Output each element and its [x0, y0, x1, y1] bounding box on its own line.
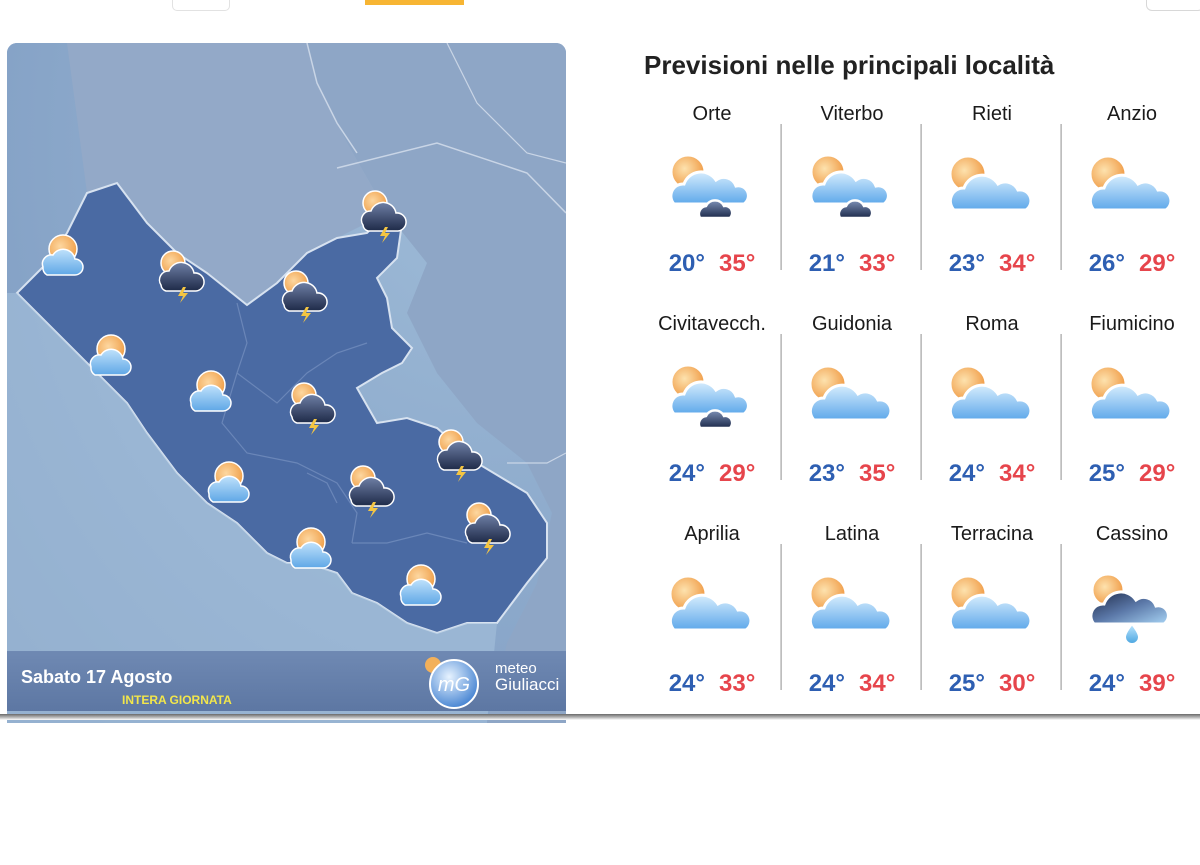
max-temperature: 29° — [719, 460, 756, 487]
city-name: Latina — [824, 523, 880, 545]
city-name: Anzio — [1106, 103, 1158, 125]
min-temperature: 26° — [1088, 250, 1125, 277]
thunderstorm-icon — [465, 503, 510, 555]
partly-cloudy-icon — [1086, 154, 1178, 224]
city-forecast-card[interactable] — [922, 516, 1062, 723]
min-temperature: 20° — [668, 250, 705, 277]
city-forecast-card[interactable] — [922, 96, 1062, 303]
top-active-tab-indicator[interactable] — [365, 0, 464, 5]
min-temperature: 23° — [808, 460, 845, 487]
thunderstorm-icon — [437, 430, 482, 482]
partly-cloudy-icon — [946, 364, 1038, 434]
temperature-range — [782, 670, 922, 698]
forecast-title: Previsioni nelle principali località — [644, 50, 1055, 80]
meteo-giuliacci-logo-icon — [421, 651, 481, 711]
partly-cloudy-icon — [42, 235, 83, 275]
min-temperature: 25° — [1088, 460, 1125, 487]
temperature-range — [642, 670, 782, 698]
max-temperature: 33° — [719, 670, 756, 697]
city-forecast-card[interactable] — [782, 516, 922, 723]
partly-cloudy-icon — [806, 364, 898, 434]
max-temperature: 29° — [1139, 460, 1176, 487]
partly-cloudy-icon — [806, 574, 898, 644]
thunderstorm-icon — [361, 191, 406, 243]
max-temperature: 34° — [859, 670, 896, 697]
top-tab-fragment-right[interactable] — [1146, 0, 1200, 11]
max-temperature: 30° — [999, 670, 1036, 697]
viewport-edge-shadow — [0, 714, 1200, 720]
city-forecast-card[interactable] — [782, 306, 922, 513]
partly-cloudy-icon — [90, 335, 131, 375]
top-tab-fragment-left[interactable] — [172, 0, 230, 11]
max-temperature: 35° — [859, 460, 896, 487]
thunderstorm-icon — [282, 271, 327, 323]
temperature-range — [922, 670, 1062, 698]
partly-cloudy-icon — [1086, 364, 1178, 434]
partly-cloudy-icon — [946, 574, 1038, 644]
city-forecast-card[interactable] — [922, 306, 1062, 513]
weather-map — [7, 43, 566, 723]
map-caption-bar — [7, 651, 566, 711]
sun-cloud-dark-cloud-icon — [666, 154, 758, 224]
map-icons-layer — [7, 43, 566, 723]
temperature-range — [922, 460, 1062, 488]
partly-cloudy-icon — [290, 528, 331, 568]
min-temperature: 24° — [668, 670, 705, 697]
forecast-date: Sabato 17 Agosto — [21, 667, 173, 687]
city-forecast-card[interactable] — [642, 516, 782, 723]
city-forecast-card[interactable] — [1062, 516, 1200, 723]
max-temperature: 35° — [719, 250, 756, 277]
brand-line-2: Giuliacci — [495, 675, 560, 694]
thunderstorm-icon — [349, 466, 394, 518]
svg-text:mG: mG — [437, 674, 471, 696]
temperature-range — [1062, 670, 1200, 698]
temperature-range — [1062, 250, 1200, 278]
max-temperature: 34° — [999, 460, 1036, 487]
partly-cloudy-icon — [946, 154, 1038, 224]
max-temperature: 34° — [999, 250, 1036, 277]
rain-cloud-icon — [1086, 574, 1178, 644]
min-temperature: 21° — [808, 250, 845, 277]
max-temperature: 33° — [859, 250, 896, 277]
city-forecast-grid — [642, 96, 1200, 718]
temperature-range — [782, 250, 922, 278]
forecast-period: INTERA GIORNATA — [122, 693, 232, 707]
city-name: Roma — [965, 313, 1019, 335]
min-temperature: 24° — [808, 670, 845, 697]
brand-name — [495, 661, 559, 693]
min-temperature: 24° — [668, 460, 705, 487]
temperature-range — [642, 250, 782, 278]
city-forecast-card[interactable] — [642, 96, 782, 303]
sun-cloud-dark-cloud-icon — [806, 154, 898, 224]
city-name: Civitavecch. — [658, 313, 766, 335]
thunderstorm-icon — [290, 383, 335, 435]
thunderstorm-icon — [159, 251, 204, 303]
city-forecast-card[interactable] — [1062, 306, 1200, 513]
temperature-range — [782, 460, 922, 488]
city-name: Orte — [692, 103, 732, 125]
brand-line-1: meteo — [495, 660, 537, 677]
max-temperature: 29° — [1139, 250, 1176, 277]
min-temperature: 23° — [948, 250, 985, 277]
city-name: Fiumicino — [1089, 313, 1175, 335]
max-temperature: 39° — [1139, 670, 1176, 697]
city-name: Aprilia — [684, 523, 740, 545]
city-name: Cassino — [1095, 523, 1169, 545]
city-forecast-card[interactable] — [642, 306, 782, 513]
min-temperature: 24° — [1088, 670, 1125, 697]
city-name: Rieti — [971, 103, 1012, 125]
city-name: Terracina — [950, 523, 1034, 545]
sun-cloud-dark-cloud-icon — [666, 364, 758, 434]
city-forecast-card[interactable] — [1062, 96, 1200, 303]
city-name: Viterbo — [820, 103, 884, 125]
temperature-range — [922, 250, 1062, 278]
min-temperature: 24° — [948, 460, 985, 487]
temperature-range — [1062, 460, 1200, 488]
min-temperature: 25° — [948, 670, 985, 697]
city-name: Guidonia — [811, 313, 893, 335]
partly-cloudy-icon — [208, 462, 249, 502]
partly-cloudy-icon — [190, 371, 231, 411]
partly-cloudy-icon — [400, 565, 441, 605]
city-forecast-card[interactable] — [782, 96, 922, 303]
partly-cloudy-icon — [666, 574, 758, 644]
temperature-range — [642, 460, 782, 488]
